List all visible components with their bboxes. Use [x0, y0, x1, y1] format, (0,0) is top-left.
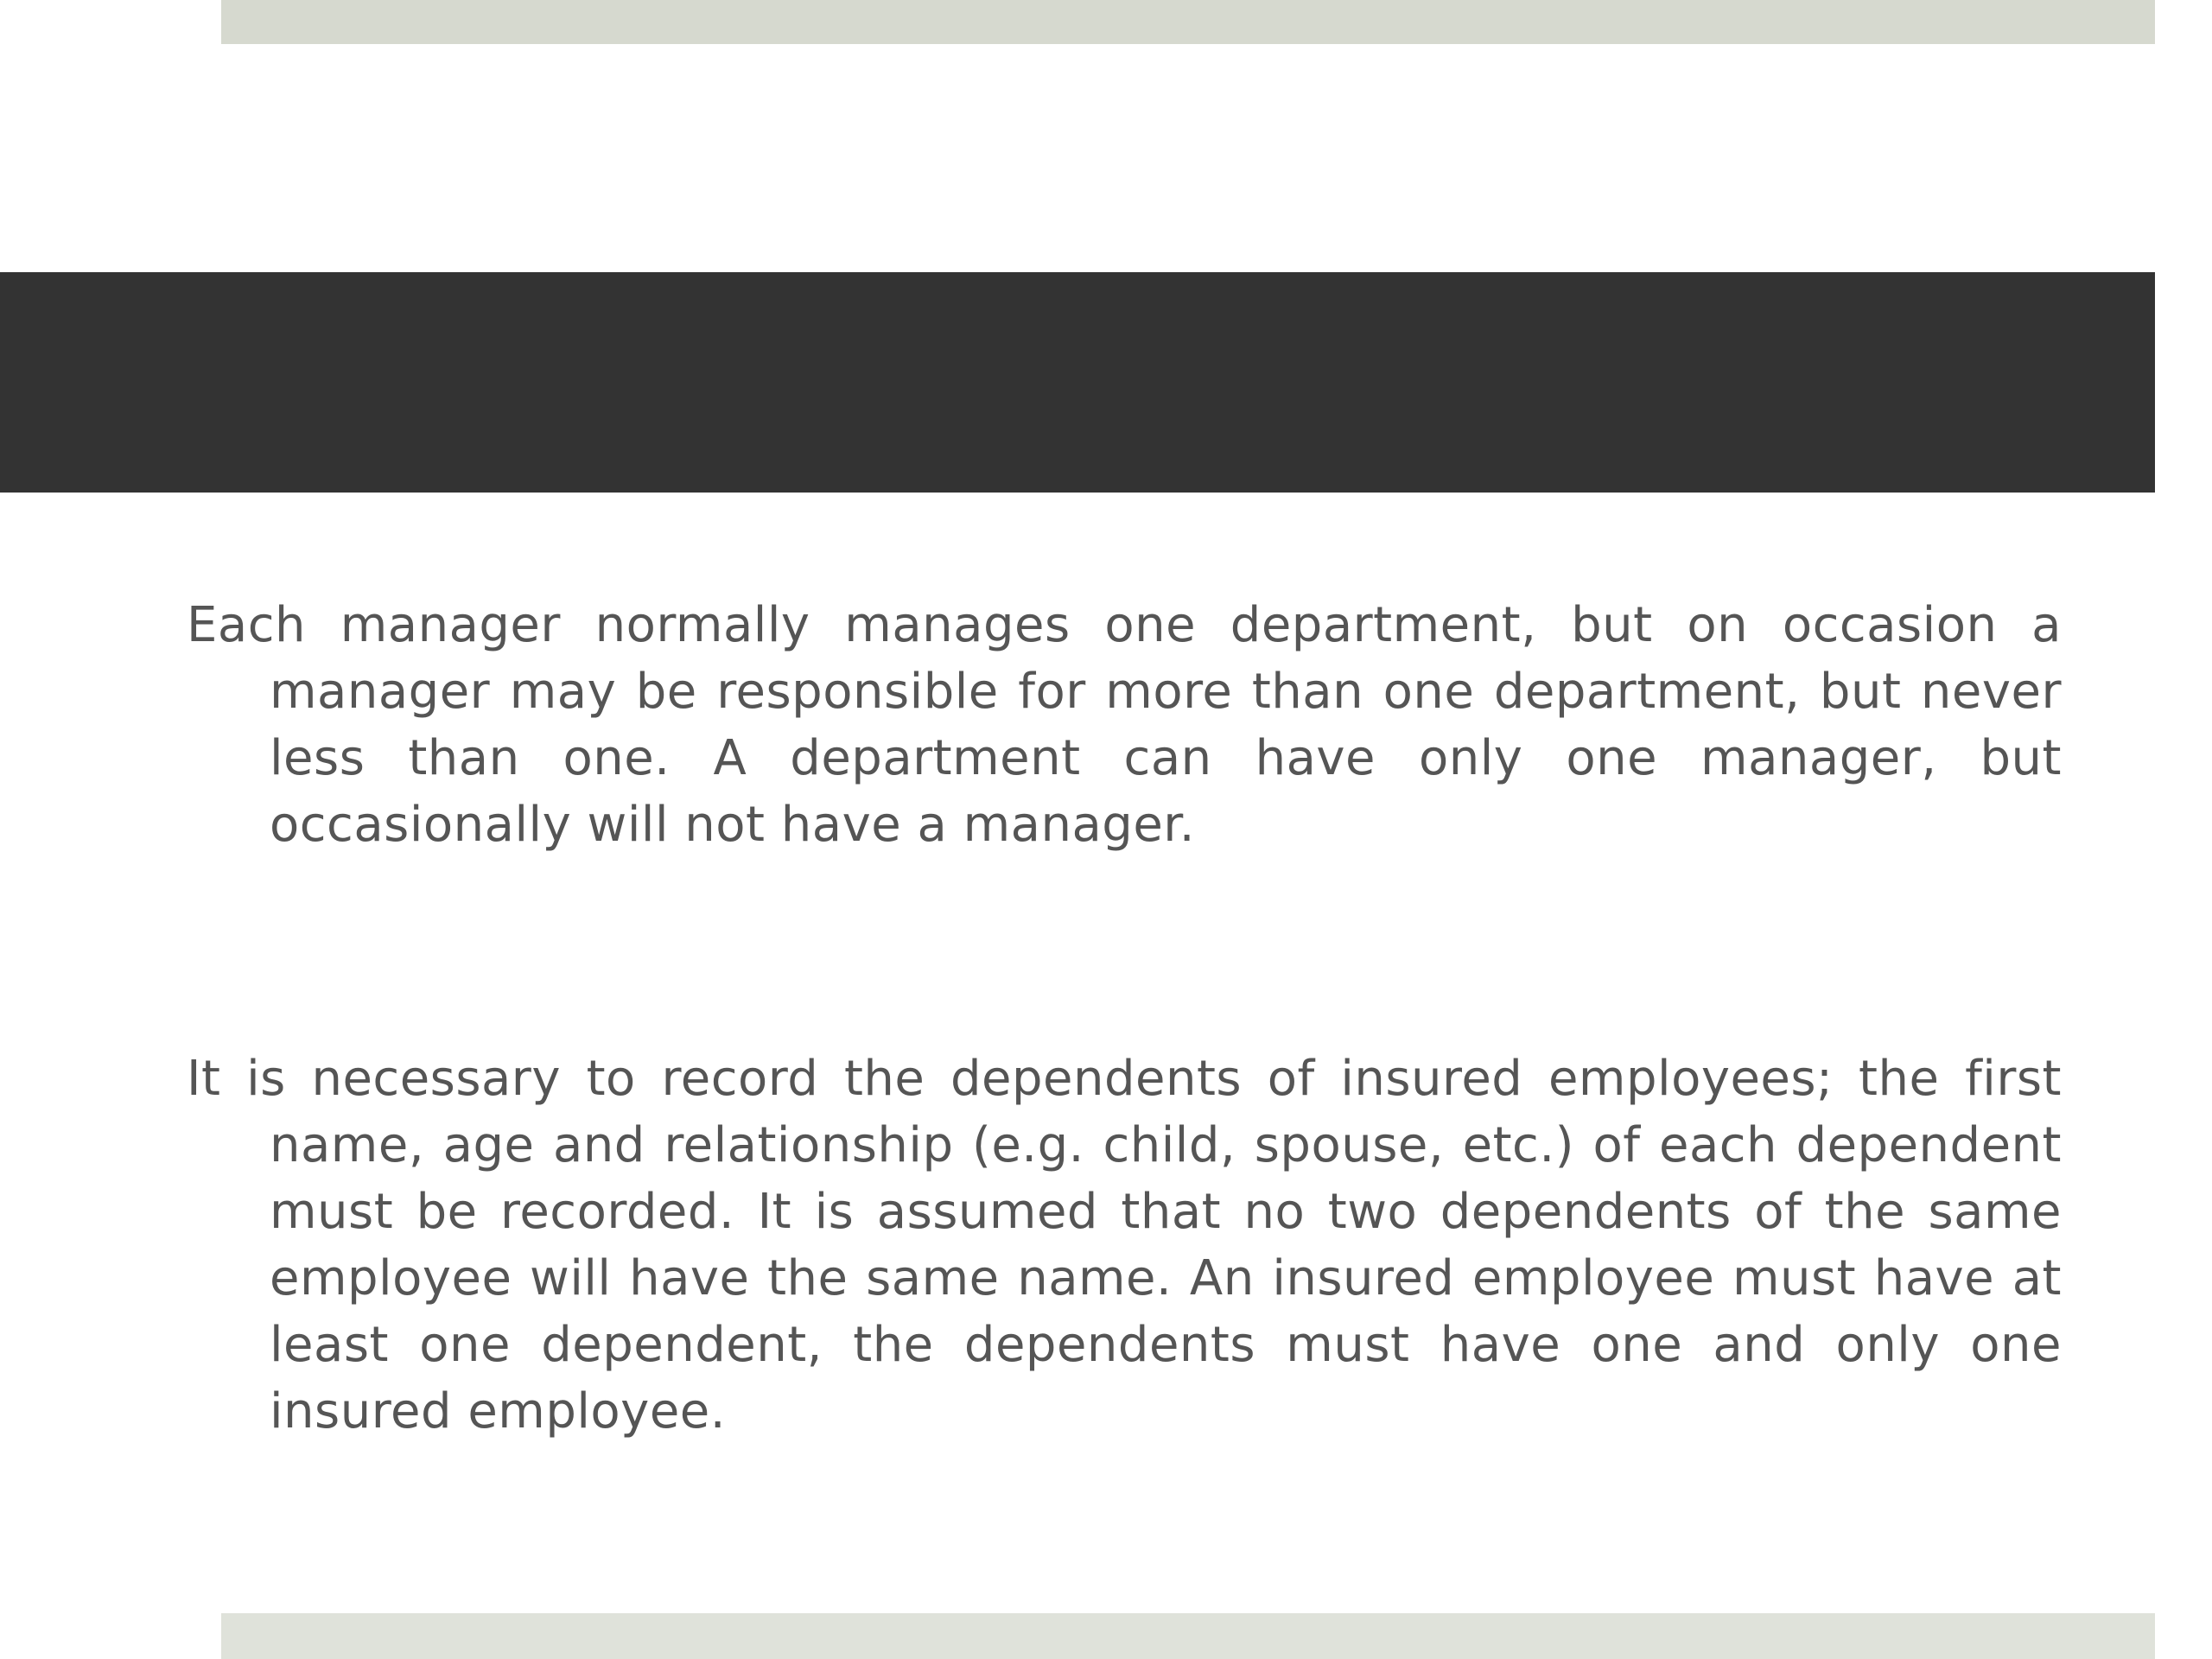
paragraph-manager-rule: Each manager normally manages one department, but on occasion a manager may be responsible for more than one department, but never less than one. A department can have only one manager, but occasionally will not have a manager.	[187, 597, 2062, 853]
top-decorative-band	[221, 0, 2155, 44]
slide-content	[187, 592, 2062, 1445]
title-bar	[0, 272, 2155, 493]
paragraph-dependents-rule: It is necessary to record the dependents of insured employees; the first name, age and relationship (e.g. child, spouse, etc.) of each dependent must be recorded. It is assumed that no two dependents of the same employee will have the same name. An insured employee must have at least one dependent, the dependents must have one and only one insured employee.	[187, 1051, 2062, 1440]
bottom-decorative-band	[221, 1613, 2155, 1659]
